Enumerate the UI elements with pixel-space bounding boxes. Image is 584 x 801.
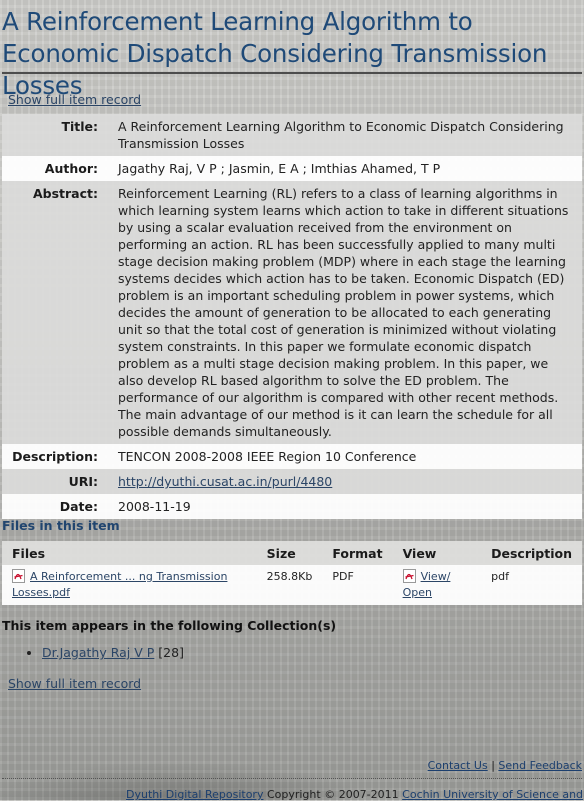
file-view-cell xyxy=(393,565,482,605)
uri-link[interactable]: http://dyuthi.cusat.ac.in/purl/4480 xyxy=(118,474,333,489)
page-title: A Reinforcement Learning Algorithm to Economic Dispatch Considering Transmission Losses xyxy=(2,7,548,100)
metadata-row-author xyxy=(2,156,582,181)
abstract-value xyxy=(112,181,582,444)
footer-copyright xyxy=(126,788,583,801)
collections-list xyxy=(24,645,184,660)
metadata-row-title xyxy=(2,114,582,156)
format-column-header: Format xyxy=(322,541,392,565)
title-divider xyxy=(2,72,582,74)
date-value: 2008-11-19 xyxy=(112,494,582,519)
metadata-row-abstract xyxy=(2,181,582,444)
view-column-header: View xyxy=(393,541,482,565)
metadata-label: Date: xyxy=(2,494,112,519)
footer-separator: | xyxy=(487,759,499,772)
footer-links xyxy=(428,759,582,772)
metadata-label: URI: xyxy=(2,469,112,494)
file-name-cell xyxy=(2,565,257,605)
metadata-table xyxy=(2,114,582,519)
author-value: Jagathy Raj, V P ; Jasmin, E A ; Imthias Ahamed, T P xyxy=(112,156,582,181)
metadata-row-uri xyxy=(2,469,582,494)
description-value: TENCON 2008-2008 IEEE Region 10 Conference xyxy=(112,444,582,469)
collections-heading: This item appears in the following Collection(s) xyxy=(2,618,337,633)
collection-link[interactable]: Dr.Jagathy Raj V P xyxy=(42,645,155,660)
footer-divider xyxy=(2,778,582,779)
files-table xyxy=(2,541,582,605)
contact-us-link[interactable]: Contact Us xyxy=(427,759,488,772)
metadata-label: Abstract: xyxy=(2,181,112,444)
metadata-row-date xyxy=(2,494,582,519)
metadata-label: Title: xyxy=(2,114,112,156)
abstract-text: Reinforcement Learning (RL) refers to a class of learning algorithms in which learning system learns which action to take in different situations by using a scalar evaluation received from the environment on performing an action. RL has been successfully applied to many multi stage decision making problem (MDP) where in each stage the learning systems decides which action has to be taken. Economic Dispatch (ED) problem is an important scheduling problem in power systems, which decides the amount of generation to be allocated to each generating unit so that the total cost of generation is minimized without violating system constraints. In this paper we formulate economic dispatch problem as a multi stage decision making problem. In this paper, we also develop RL based algorithm to solve the ED problem. The performance of our algorithm is compared with other recent methods. The main advantage of our method is it can learn the schedule for all possible demands simultaneously. xyxy=(118,186,569,439)
uri-cell xyxy=(112,469,582,494)
file-format: PDF xyxy=(322,565,392,605)
files-heading: Files in this item xyxy=(2,518,120,533)
metadata-label: Author: xyxy=(2,156,112,181)
metadata-row-description xyxy=(2,444,582,469)
send-feedback-link[interactable]: Send Feedback xyxy=(498,759,582,772)
pdf-file-icon xyxy=(403,569,416,583)
file-size: 258.8Kb xyxy=(257,565,323,605)
files-header-row xyxy=(2,541,582,565)
collection-count: [28] xyxy=(154,645,184,660)
repository-link[interactable]: Dyuthi Digital Repository xyxy=(126,788,264,801)
files-column-header: Files xyxy=(2,541,257,565)
item-title-value: A Reinforcement Learning Algorithm to Economic Dispatch Considering Transmission Losses xyxy=(112,114,582,156)
collection-item xyxy=(42,645,184,660)
university-link[interactable]: Cochin University of Science and xyxy=(402,788,584,801)
view-open-link[interactable]: View/ Open xyxy=(402,570,451,599)
description-column-header: Description xyxy=(481,541,582,565)
show-full-record-link[interactable]: Show full item record xyxy=(8,92,142,107)
show-full-record-link-bottom[interactable]: Show full item record xyxy=(8,676,142,691)
file-description: pdf xyxy=(481,565,582,605)
pdf-file-icon xyxy=(12,569,25,583)
metadata-label: Description: xyxy=(2,444,112,469)
file-row xyxy=(2,565,582,605)
copyright-text: Copyright © 2007-2011 xyxy=(263,788,403,801)
file-download-link[interactable]: A Reinforcement ... ng Transmission Losses.pdf xyxy=(12,570,228,599)
size-column-header: Size xyxy=(257,541,323,565)
